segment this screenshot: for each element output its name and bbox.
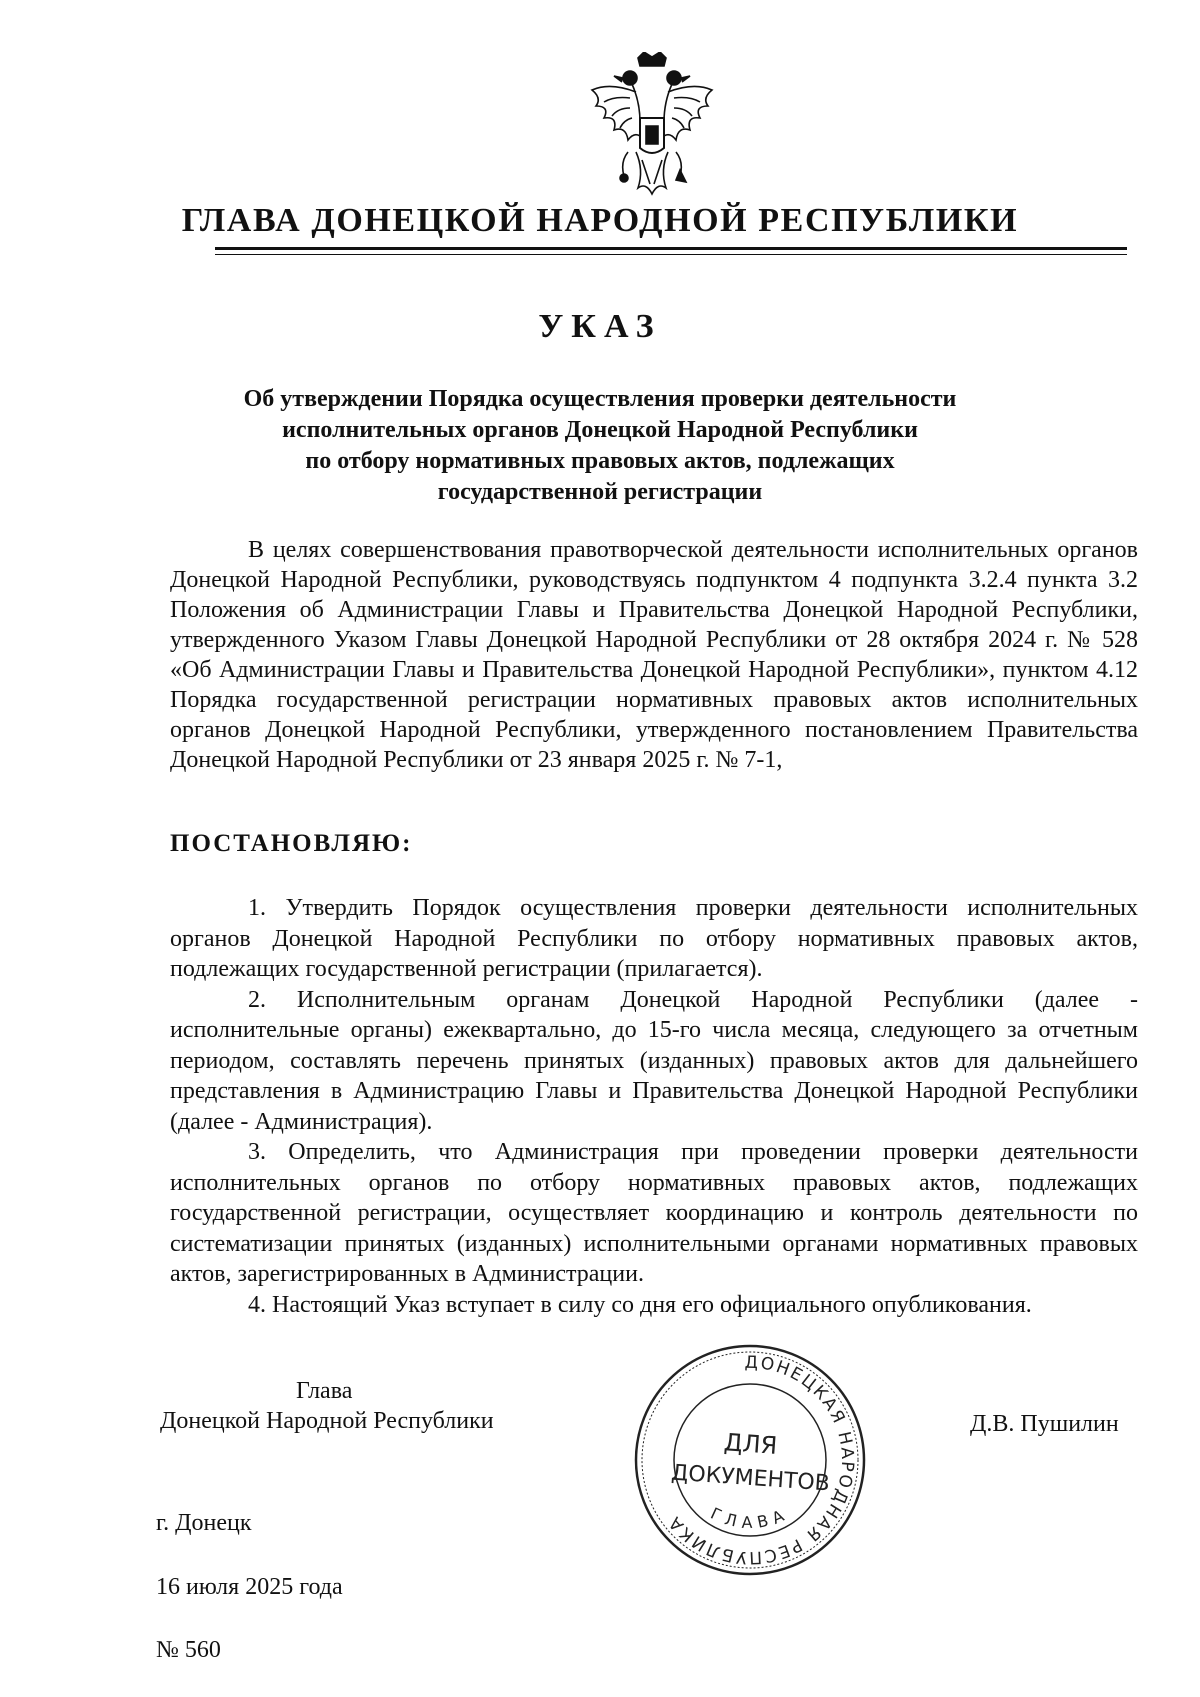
signatory-title: Глава — [296, 1378, 353, 1404]
subject-line: по отбору нормативных правовых актов, подлежащих — [305, 448, 895, 474]
subject-line: исполнительных органов Донецкой Народной Республики — [282, 417, 918, 443]
decree-word: ПОСТАНОВЛЯЮ: — [170, 830, 413, 857]
preamble-paragraph: В целях совершенствования правотворческой деятельности исполнительных органов Донецкой Народной Республики, руководствуясь подпунктом 4 подпункта 3.2.4 пункта 3.2 Положения об Администрации Главы и Правительства Донецкой Народной Республики, утвержденного Указом Главы Донецкой Народной Республики от 28 октября 2024 г. № 528 «Об Администрации Главы и Правительства Донецкой Народной Республики», пунктом 4.12 Порядка государственной регистрации нормативных правовых актов исполнительных органов Донецкой Народной Республики, утвержденного постановлением Правительства Донецкой Народной Республики от 23 января 2025 г. № 7-1, — [170, 537, 1138, 773]
issuer-title: ГЛАВА ДОНЕЦКОЙ НАРОДНОЙ РЕСПУБЛИКИ — [181, 202, 1019, 239]
document-subject — [200, 384, 1000, 508]
clause-paragraph: 1. Утвердить Порядок осуществления проверки деятельности исполнительных органов Донецкой Народной Республики по отбору нормативных правовых актов, подлежащих государственной регистрации (прилагается). — [170, 895, 1138, 982]
header-rule-thick — [215, 247, 1127, 250]
clause-paragraph: 3. Определить, что Администрация при проведении проверки деятельности исполнительных органов по отбору нормативных правовых актов, подлежащих государственной регистрации, осуществляет координацию и контроль деятельности по систематизации принятых (изданных) исполнительными органами нормативных правовых актов, зарегистрированных в Администрации. — [170, 1139, 1138, 1287]
document-type: УКАЗ — [538, 308, 662, 345]
clause-paragraph: 2. Исполнительным органам Донецкой Народной Республики (далее - исполнительные органы) ежеквартально, до 15-го числа месяца, следующего за отчетным периодом, составлять перечень принятых (изданных) правовых актов для дальнейшего представления в Администрацию Главы и Правительства Донецкой Народной Республики (далее - Администрация). — [170, 986, 1138, 1135]
issue-city: г. Донецк — [156, 1510, 252, 1536]
signatory-name: Д.В. Пушилин — [970, 1411, 1119, 1437]
subject-line: Об утверждении Порядка осуществления проверки деятельности — [243, 386, 957, 412]
clauses-list — [170, 893, 1138, 1320]
seal-center-line: ДЛЯ — [722, 1428, 779, 1460]
clause-paragraph: 4. Настоящий Указ вступает в силу со дня его официального опубликования. — [248, 1291, 1032, 1318]
subject-line: государственной регистрации — [437, 479, 763, 505]
issue-date: 16 июля 2025 года — [156, 1574, 343, 1600]
seal-center-line: ДОКУМЕНТОВ — [670, 1460, 831, 1497]
coat-of-arms-emblem — [580, 52, 724, 210]
document-number: № 560 — [156, 1637, 221, 1663]
header-rule-thin — [215, 254, 1127, 255]
seal-ring-text: ДОНЕЦКАЯ НАРОДНАЯ РЕСПУБЛИКА — [664, 1352, 858, 1568]
seal-bottom-text: ГЛАВА — [707, 1503, 793, 1532]
signatory-organization: Донецкой Народной Республики — [160, 1408, 494, 1434]
official-seal-stamp — [630, 1340, 870, 1580]
